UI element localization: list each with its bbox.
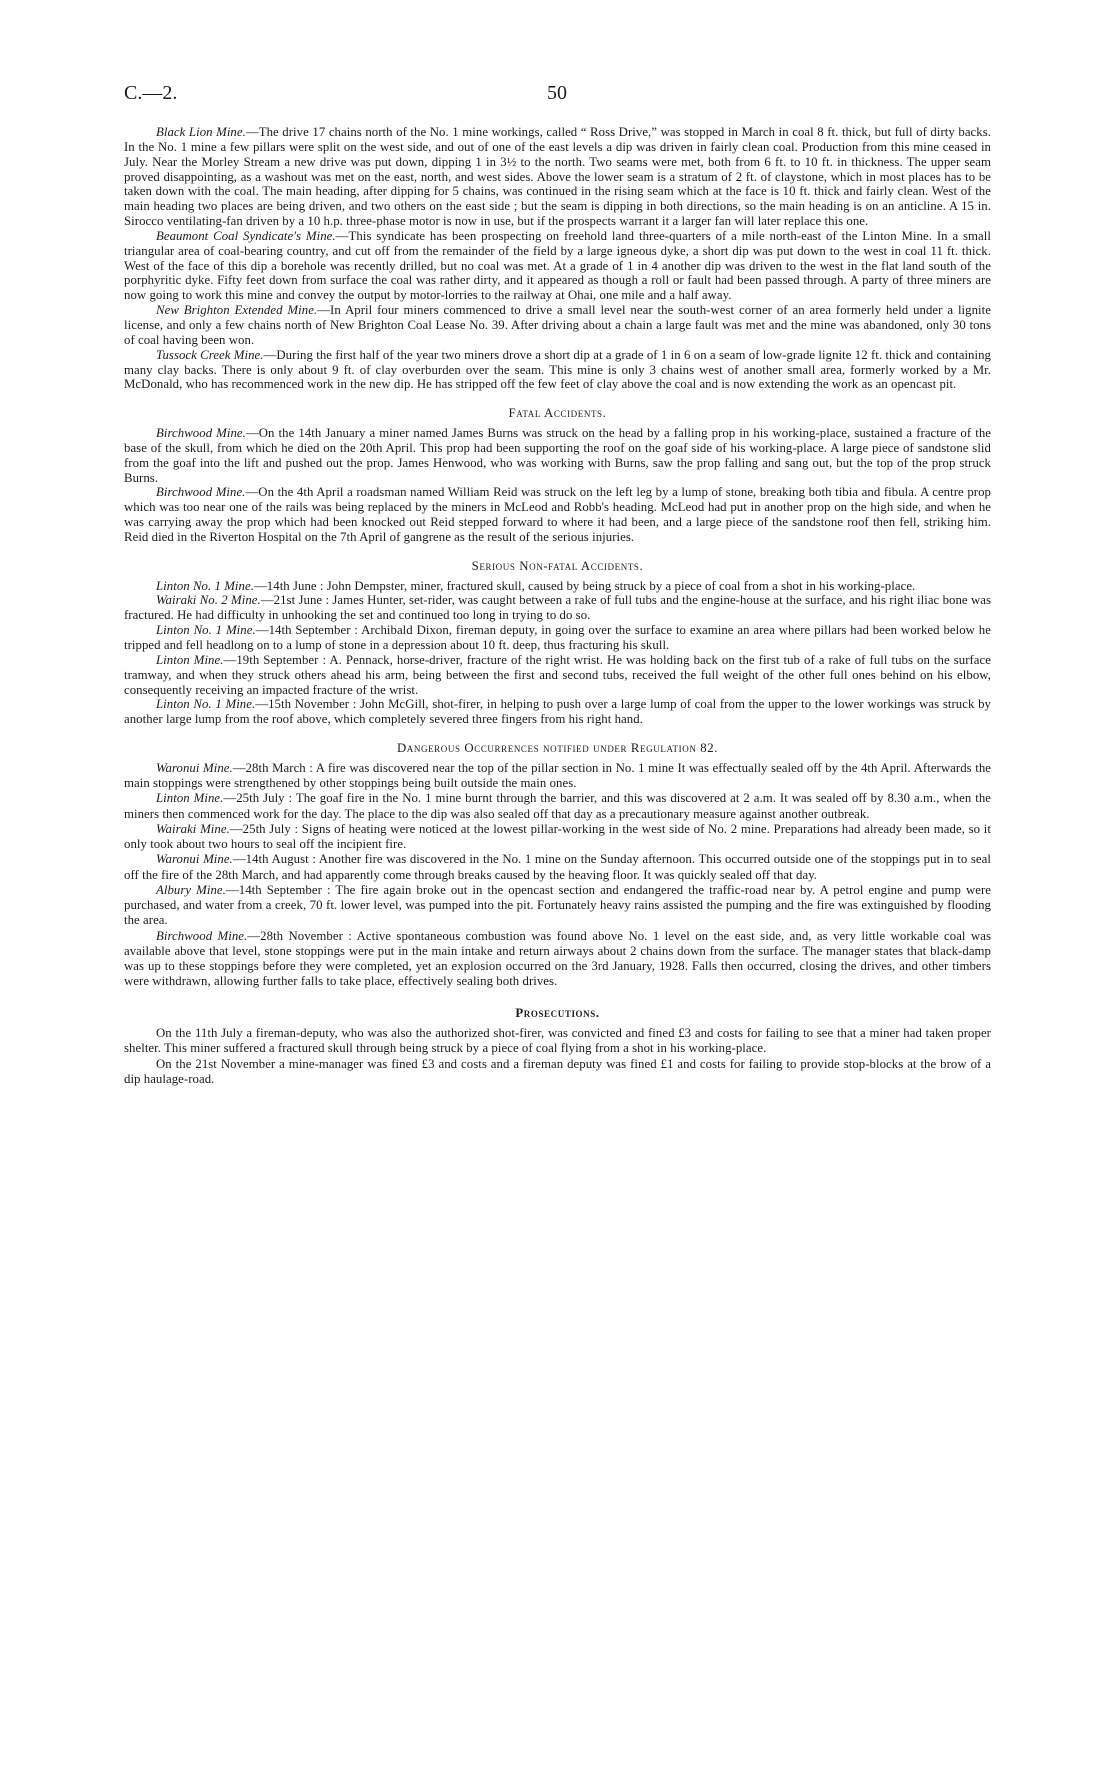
date-lead: —14th August : (232, 852, 316, 867)
paragraph-body: —The drive 17 chains north of the No. 1 mine workings, called “ Ross Drive,” was stopped in March in coal 8 ft. thick, but full of dirty backs. In the No. 1 mine a few pillars were split on the west side, and out of one of the east levels a dip was driven in fairly clean coal. Production from this mine ceased in July. Near the Morley Stream a new drive was put down, dipping 1 in 3½ to the north. Two seams were met, both from 6 ft. to 10 ft. in thickness. The upper seam proved disappointing, as a washout was met on the east, north, and west sides. Above the lower seam is a stratum of 2 ft. of claystone, which in most places has to be taken down with the coal. The main heading, after dipping for 5 chains, was continued in the rising seam which at the face is 10 ft. thick and fairly clean. West of the main heading two places are being driven, and two others on the east side ; but the seam is dipping in both directions, so the main heading is on an anticline. A 15 in. Sirocco ventilating-fan driven by a 10 h.p. three-phase motor is now in use, but if the prospects warrant it a larger fan will later replace this one. (124, 125, 992, 229)
mine-name: Linton No. 1 Mine. (156, 697, 256, 712)
mine-name: Beaumont Coal Syndicate's Mine. (156, 228, 336, 243)
date-lead: —25th July : (229, 821, 299, 836)
paragraph-body: The fire again broke out in the opencast section and endangered the traffic-road near by. A petrol engine and pump were purchased, and water from a creek, 70 ft. lower level, was pumped into the pit. Fortunately heavy rains assisted the pumping and the fire was extinguished by flooding the area. (124, 882, 992, 928)
paragraph-body: —During the first half of the year two miners drove a short dip at a grade of 1 in 6 on a seam of low-grade lignite 12 ft. thick and containing many clay backs. There is only about 9 ft. of clay overburden over the seam. This mine is only 3 chains west of another small area, formerly worked by a Mr. McDonald, who has recommenced work in the new dip. He has stripped off the few feet of clay above the coal and is now extending the work as an opencast pit. (124, 347, 991, 392)
mine-name: Wairaki Mine. (156, 821, 230, 836)
paragraph-body: —In April four miners commenced to drive a small level near the south-west corner of an area formerly held under a lignite license, and only a few chains north of New Brighton Coal Lease No. 39. After driving about a chain a large fault was met and the mine was abandoned, only 30 tons of coal having been won. (124, 303, 991, 347)
paragraph-body: Active spontaneous combustion was found above No. 1 level on the east side, and, as very little workable coal was available above that level, stone stoppings were put in the main intake and return airways about 2 chains down from the surface. The manager states that black-damp was up to these stoppings before they were completed, yet an explosion occurred on the 3rd January, 1928. Falls then occurred, closing the drives, and other timbers were withdrawn, allowing further falls to take place, effectively sealing both drives. (124, 928, 991, 989)
paragraph-beaumont (124, 229, 991, 303)
paragraph-body: Signs of heating were noticed at the lowest pillar-working in the west side of No. 2 mine. Preparations had already been made, so it only took about two hours to seal off the incipient fire. (124, 821, 992, 852)
serious-accidents-heading: Serious Non-fatal Accidents. (471, 558, 644, 573)
paragraph-serious-4 (124, 653, 991, 698)
paragraph-body: The goaf fire in the No. 1 mine burnt through the barrier, and this was discovered at 2 a.m. It was sealed off by 8.30 a.m., when the miners then commenced work for the day. The place to the dip was also sealed off that day as a precautionary measure against another outbreak. (124, 791, 991, 821)
date-lead: —19th September : (223, 652, 327, 667)
paragraph-serious-1 (124, 579, 991, 594)
prosecutions-section (124, 1026, 991, 1088)
paragraph-dangerous-3 (124, 822, 991, 853)
mine-name: Birchwood Mine. (156, 426, 246, 441)
fatal-accidents-section (124, 426, 991, 545)
paragraph-body: —On the 14th January a miner named James Burns was struck on the head by a falling prop in his working-place, sustained a fracture of the base of the skull, from which he died on the 20th April. This prop had been supporting the roof on the goaf side of his working-place. A large piece of sandstone slid from the goaf into the lift and pushed out the prop. James Henwood, who was working with Burns, saw the prop falling and sang out, but the top of the prop struck Burns. (124, 426, 991, 485)
paragraph-dangerous-5 (124, 883, 991, 929)
date-lead: —28th November : (247, 928, 352, 943)
fatal-accidents-heading: Fatal Accidents. (508, 406, 607, 421)
date-lead: —14th September : (225, 882, 331, 897)
mine-name: Albury Mine. (156, 882, 226, 897)
mine-name: Linton Mine. (156, 791, 224, 806)
paragraph-body: —This syndicate has been prospecting on freehold land three-quarters of a mile north-east of the Linton Mine. In a small triangular area of coal-bearing country, and cut off from the remainder of the field by a large igneous dyke, a short dip was put down to the west in coal 11 ft. thick. West of the face of this dip a borehole was recently drilled, but no coal was met. At a grade of 1 in 4 another dip was driven to the west in the flat land south of the porphyritic dyke. Fifty feet down from surface the coal was rather dirty, and it appeared as though a roll or fault had been passed through. A party of three miners are now going to work this mine and convey the output by motor-lorries to the railway at Ohai, one mile and a half away. (124, 228, 991, 303)
mine-name: Linton No. 1 Mine. (156, 623, 256, 638)
date-lead: —21st June : (260, 593, 330, 608)
paragraph-fatal-1 (124, 426, 991, 485)
paragraph-body: Another fire was discovered in the No. 1 mine on the Sunday afternoon. This occurred outside one of the stoppings put in to seal off the fire of the 28th March, and had apparently come through breaks caused by the heaving floor. It was quickly sealed off that day. (124, 852, 992, 882)
paragraph-new-brighton (124, 303, 991, 348)
paragraph-dangerous-1 (124, 761, 991, 792)
mine-name: Birchwood Mine. (156, 928, 248, 943)
date-lead: —14th September : (255, 623, 358, 638)
document-code: C.—2. (124, 82, 178, 104)
mine-name: Birchwood Mine. (156, 485, 246, 500)
page-header (124, 82, 991, 122)
paragraph-body: —On the 4th April a roadsman named William Reid was struck on the left leg by a lump of stone, breaking both tibia and fibula. A centre prop which was too near one of the rails was being replaced by the miners in McLeod and Robb's heading. McLeod had put in another prop on the high side, and when he was carrying away the prop which had been knocked out Reid stepped forward to where it had been, and a large piece of the sandstone roof then fell, striking him. Reid died in the Riverton Hospital on the 7th April of gangrene as the result of the serious injuries. (124, 485, 991, 544)
mine-name: Wairaki No. 2 Mine. (156, 593, 261, 608)
mine-name: Waronui Mine. (156, 760, 233, 775)
paragraph-fatal-2 (124, 485, 991, 544)
paragraph-black-lion (124, 125, 991, 229)
mine-name: Linton Mine. (156, 652, 224, 667)
paragraph-body: A fire was discovered near the top of the pillar section in No. 1 mine It was effectually sealed off by the 4th April. Afterwards the main stoppings were strengthened by other stoppings being built outside the main ones. (124, 760, 991, 791)
page-content (124, 125, 991, 1088)
paragraph-body: John Dempster, miner, fractured skull, caused by being struck by a piece of coal from a shot in his working-place. (323, 578, 916, 593)
mine-name: New Brighton Extended Mine. (156, 303, 318, 318)
page-number: 50 (547, 82, 567, 104)
paragraph-dangerous-2 (124, 791, 991, 822)
serious-accidents-section (124, 579, 991, 727)
mine-name: Linton No. 1 Mine. (156, 578, 254, 593)
dangerous-occurrences-heading: Dangerous Occurrences notified under Regulation 82. (396, 741, 719, 756)
paragraph-body: James Hunter, set-rider, was caught between a rake of full tubs and the engine-house at the surface, and his right iliac bone was fractured. He had difficulty in unhooking the set and continued too long in trying to do so. (124, 593, 992, 623)
paragraph-dangerous-4 (124, 852, 991, 883)
paragraph-prosecution-2: On the 21st November a mine-manager was fined £3 and costs and a fireman deputy was fined £1 and costs for failing to provide stop-blocks at the brow of a dip haulage-road. (124, 1056, 991, 1087)
intro-section (124, 125, 991, 392)
paragraph-tussock-creek (124, 348, 991, 393)
mine-name: Tussock Creek Mine. (156, 347, 264, 362)
date-lead: —14th June : (253, 578, 324, 593)
paragraph-serious-2 (124, 593, 991, 623)
paragraph-serious-5 (124, 697, 991, 727)
paragraph-serious-3 (124, 623, 991, 653)
paragraph-body: Archibald Dixon, fireman deputy, in going over the surface to examine an area where pillars had been worked below he tripped and fell headlong on to a lump of stone in a depression about 10 ft. deep, thus fracturing his skull. (124, 623, 991, 652)
mine-name: Waronui Mine. (156, 852, 233, 867)
dangerous-occurrences-section (124, 761, 991, 990)
paragraph-body: John McGill, shot-firer, in helping to push over a large lump of coal from the upper to the lower workings was struck by another large lump from the roof above, which completely severed three fingers from his right hand. (124, 697, 991, 727)
date-lead: —15th November : (255, 697, 357, 712)
paragraph-prosecution-1: On the 11th July a fireman-deputy, who was also the authorized shot-firer, was convicted and fined £3 and costs for failing to see that a miner had taken proper shelter. This miner suffered a fractured skull through being struck by a piece of coal flying from a shot in his working-place. (124, 1025, 991, 1056)
prosecutions-heading: Prosecutions. (515, 1005, 600, 1020)
date-lead: —28th March : (232, 760, 313, 775)
paragraph-body: A. Pennack, horse-driver, fracture of the right wrist. He was holding back on the first tub of a rake of full tubs on the surface tramway, and when they struck others ahead his arm, being between the first and second tubs, received the full weight of the other full ones behind on his elbow, consequently receiving an impacted fracture of the wrist. (124, 652, 992, 697)
mine-name: Black Lion Mine. (156, 125, 246, 139)
paragraph-dangerous-6 (124, 929, 991, 990)
date-lead: —25th July : (223, 791, 293, 806)
